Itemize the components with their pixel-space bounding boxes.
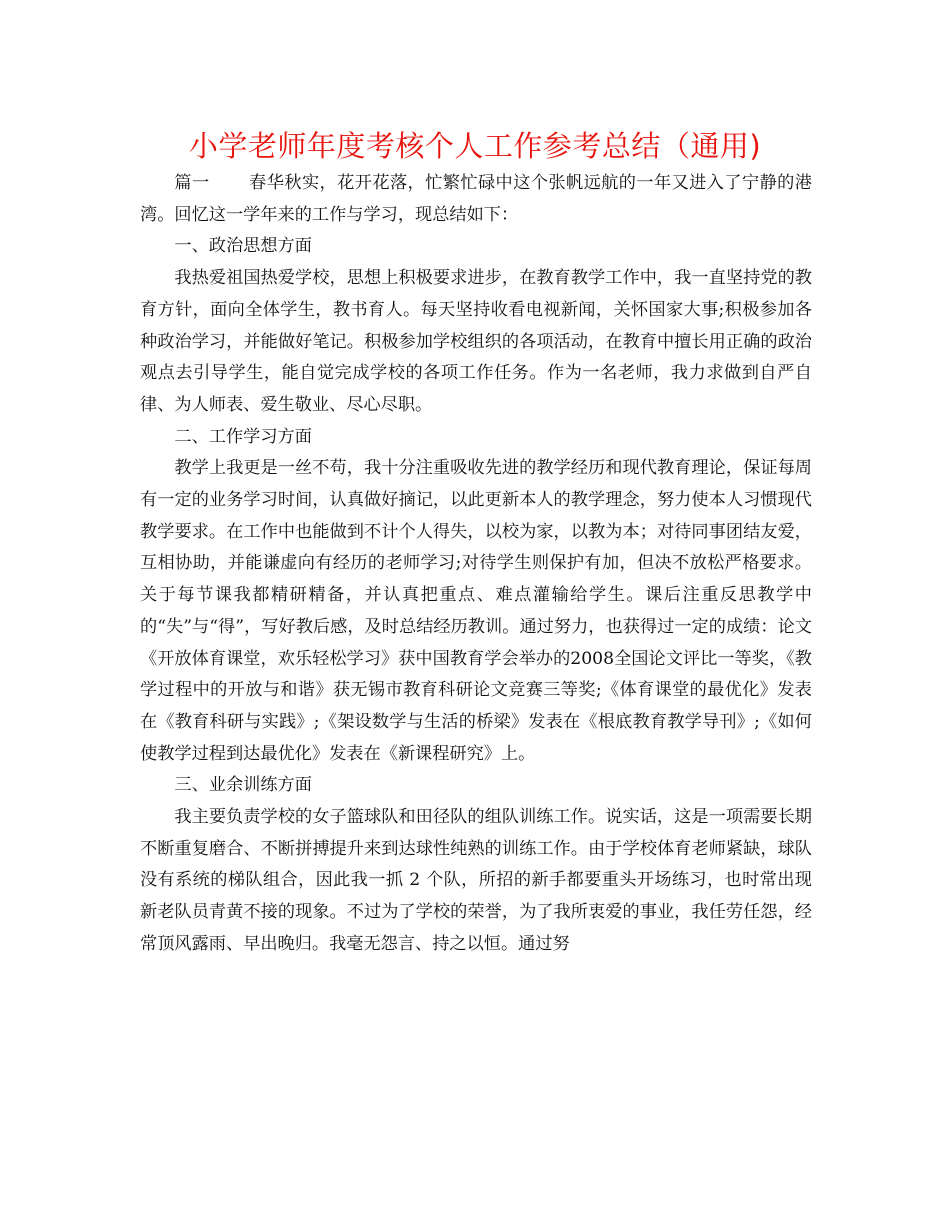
section-heading: 一、政治思想方面 bbox=[174, 236, 312, 257]
intro-text: 春华秋实，花开花落，忙繁忙碌中这个张帆远航的一年又进入了宁静的港湾。回忆这一学年来的工作与学习，现总结如下： bbox=[140, 173, 812, 225]
body-paragraph: 教学上我更是一丝不苟，我十分注重吸收先进的教学经历和现代教育理论，保证每周有一定的业务学习时间，认真做好摘记，以此更新本人的教学理念，努力使本人习惯现代教学要求。在工作中也能做到不计个人得失，以校为家，以教为本；对待同事团结友爱，互相协助，并能谦虚向有经历的老师学习;对待学生则保护有加，但决不放松严格要求。关于每节课我都精研精备，并认真把重点、难点灌输给学生。课后注重反思教学中的“失”与“得”，写好教后感，及时总结经历教训。通过努力，也获得过一定的成绩：论文《开放体育课堂，欢乐轻松学习》获中国教育学会举办的2008全国论文评比一等奖，《教学过程中的开放与和谐》获无锡市教育科研论文竞赛三等奖;《体育课堂的最优化》发表在《教育科研与实践》;《架设数学与生活的桥梁》发表在《根底教育教学导刊》;《如何使教学过程到达最优化》发表在《新课程研究》上。 bbox=[140, 458, 812, 764]
intro-paragraph bbox=[140, 168, 812, 231]
section-heading: 三、业余训练方面 bbox=[174, 775, 312, 796]
body-paragraph: 我热爱祖国热爱学校，思想上积极要求进步，在教育教学工作中，我一直坚持党的教育方针，面向全体学生，教书育人。每天坚持收看电视新闻，关怀国家大事;积极参加各种政治学习，并能做好笔记。积极参加学校组织的各项活动，在教育中擅长用正确的政治观点去引导学生，能自觉完成学校的各项工作任务。作为一名老师，我力求做到自严自律、为人师表、爱生敬业、尽心尽职。 bbox=[140, 268, 812, 415]
document-body bbox=[140, 168, 812, 961]
section-label: 篇一 bbox=[174, 173, 210, 193]
body-paragraph: 我主要负责学校的女子篮球队和田径队的组队训练工作。说实话，这是一项需要长期不断重复磨合、不断拼搏提升来到达球性纯熟的训练工作。由于学校体育老师紧缺，球队没有系统的梯队组合，因此我一抓 2 个队，所招的新手都要重头开场练习，也时常出现新老队员青黄不接的现象。不过为了学校的荣誉，为了我所衷爱的事业，我任劳任怨，经常顶风露雨、早出晚归。我毫无怨言、持之以恒。通过努 bbox=[140, 807, 812, 954]
section-heading: 二、工作学习方面 bbox=[174, 426, 312, 447]
document-title: 小学老师年度考核个人工作参考总结（通用) bbox=[188, 129, 762, 163]
